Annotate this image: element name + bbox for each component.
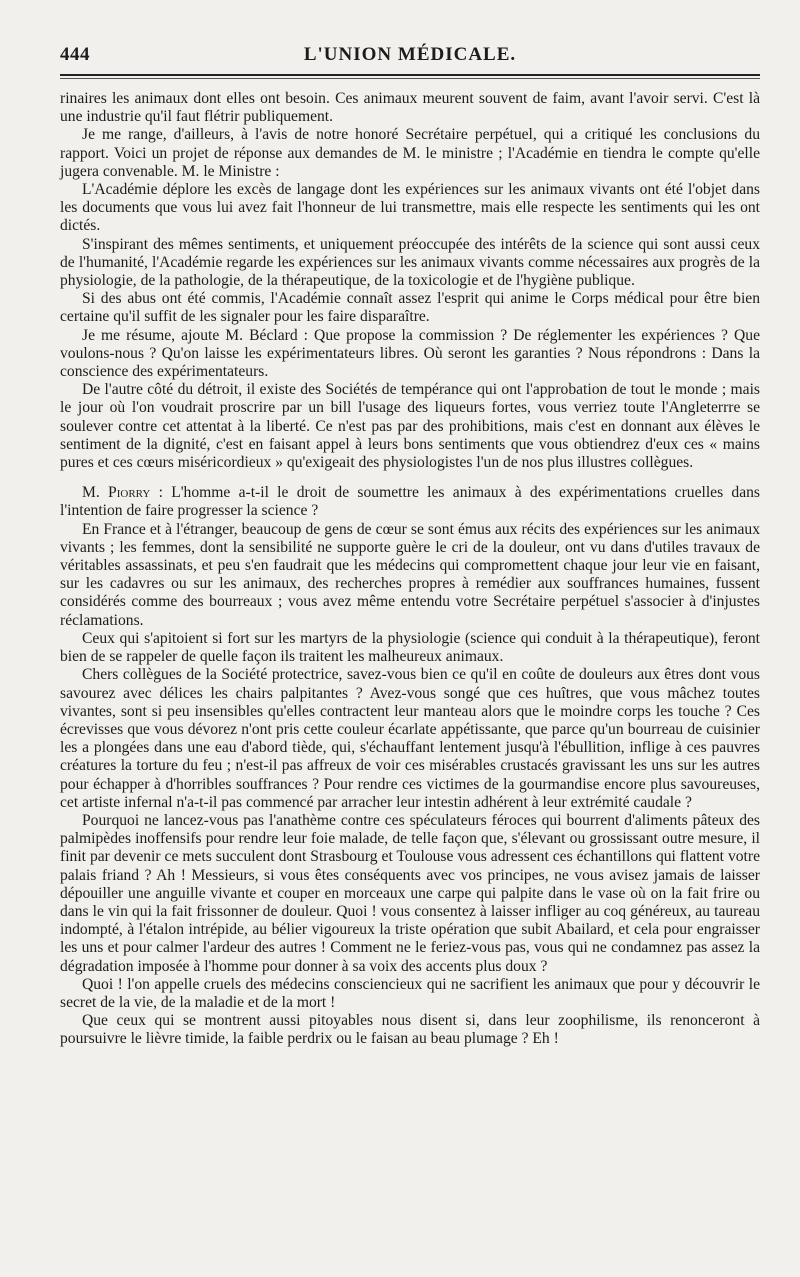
paragraph-text: L'homme a-t-il le droit de soumettre les animaux à des expérimentations cruelles dans l'intention de faire progresser la science ? — [60, 484, 761, 520]
speaker-name: M. Piorry : — [82, 484, 163, 502]
paragraph: S'inspirant des mêmes sentiments, et uniquement préoccupée des intérêts de la science qui sont aussi ceux de l'humanité, l'Académie regarde les expériences sur les animaux vivants comme nécessaires aux progrès de la physiologie, de la pathologie, de la thérapeutique, de la toxicologie et de l'hygiène publique. — [60, 235, 760, 290]
paragraph: De l'autre côté du détroit, il existe des Sociétés de tempérance qui ont l'approbation de tout le monde ; mais le jour où l'on voudrait proscrire par un bill l'usage des liqueurs fortes, vous verriez toute l'Angleterrre se soulever contre cet attentat à la liberté. Ce n'est pas par des prohibitions, mais c'est en donnant aux élèves le sentiment de la dignité, c'est en faisant appel à leurs bons sentiments que vous obtiendrez d'eux ces « mains pures et ces cœurs miséricordieux » qu'exigeait des physiologistes l'un de nos plus illustres collègues. — [60, 381, 760, 472]
page-number: 444 — [60, 44, 90, 65]
page-header — [60, 0, 760, 65]
paragraph: Je me range, d'ailleurs, à l'avis de notre honoré Secrétaire perpétuel, qui a critiqué les conclusions du rapport. Voici un projet de réponse aux demandes de M. le ministre ; l'Académie en tiendra le compte qu'elle jugera convenable. M. le Ministre : — [60, 126, 760, 180]
paragraph: Chers collègues de la Société protectrice, savez-vous bien ce qu'il en coûte de douleurs aux êtres dont vous savourez avec délices les chairs palpitantes ? Avez-vous songé que ces huîtres, que vous mâchez toutes vivantes, sont si peu insensibles qu'elles contractent leur manteau alors que le moindre corps les touche ? Ces écrevisses que vous dévorez n'ont pris cette couleur écarlate appétissante, que parce qu'un bourreau de cuisinier les a plongées dans une eau d'abord tiède, qui, s'échauffant lentement jusqu'à l'ébullition, inflige à ces pauvres créatures la torture du feu ; n'est-il pas affreux de voir ces misérables crustacés gravissant les uns sur les autres pour échapper à d'horribles souffrances ? Pour rendre ces victimes de la gourmandise encore plus savoureuses, cet artiste infernal n'a-t-il pas commencé par arracher leur intestin adhérent à leur extrémité caudale ? — [60, 666, 760, 811]
header-rule — [60, 74, 760, 76]
paragraph: Si des abus ont été commis, l'Académie connaît assez l'esprit qui anime le Corps médical pour être bien certaine qu'il suffit de les signaler pour les faire disparaître. — [60, 290, 760, 326]
paragraph: L'Académie déplore les excès de langage dont les expériences sur les animaux vivants ont été l'objet dans les documents que vous lui avez fait l'honneur de lui transmettre, mais elle respecte les sentiments qui les ont dictés. — [60, 181, 760, 235]
paragraph: Ceux qui s'apitoient si fort sur les martyrs de la physiologie (science qui conduit à la thérapeutique), feront bien de se rappeler de quelle façon ils traitent les malheureux animaux. — [60, 629, 760, 666]
speaker-paragraph — [60, 484, 760, 520]
article-body — [60, 90, 760, 1049]
paragraph: Pourquoi ne lancez-vous pas l'anathème contre ces spéculateurs féroces qui bourrent d'aliments pâteux des palmipèdes inoffensifs pour rendre leur foie malade, de telle façon que, s'élevant ou grossissant outre mesure, il finit par devenir ce mets succulent dont Strasbourg et Toulouse vous adressent ces échantillons qui flattent votre palais friand ? Ah ! Messieurs, si vous êtes conséquents avec vos principes, ne vous avisez jamais de laisser dépouiller une anguille vivante et couper en morceaux une carpe qui palpite dans le vase où on la fait frire ou dans le vin qui la fait frissonner de douleur. Quoi ! vous consentez à laisser infliger au coq généreux, au taureau indompté, à l'étalon intrépide, au bélier vigoureux la triste opération que subit Abailard, et cela pour engraisser les uns et pour calmer l'ardeur des autres ! Comment ne le feriez-vous pas, vous qui ne condamnez pas assez la dégradation imposée à l'homme pour donner à sa voix des accents plus doux ? — [60, 811, 760, 975]
paragraph: Je me résume, ajoute M. Béclard : Que propose la commission ? De réglementer les expériences ? Que voulons-nous ? Qu'on laisse les expérimentateurs libres. Où seront les garanties ? Nous répondrons : Dans la conscience des expérimentateurs. — [60, 326, 760, 381]
paragraph: En France et à l'étranger, beaucoup de gens de cœur se sont émus aux récits des expériences sur les animaux vivants ; les femmes, dont la sensibilité ne supporte guère le cri de la douleur, ont vu dans d'utiles travaux de véritables assassinats, et peu s'en faudrait que les médecins qui compromettent chaque jour leur vie en faisant, sur les cadavres ou sur les animaux, des recherches propres à remédier aux souffrances humaines, fussent considérés comme des bourreaux ; vous avez même entendu votre Secrétaire perpétuel s'associer à d'injustes réclamations. — [60, 520, 760, 629]
paragraph: Que ceux qui se montrent aussi pitoyables nous disent si, dans leur zoophilisme, ils renonceront à poursuivre le lièvre timide, la faible perdrix ou le faisan au beau plumage ? Eh ! — [60, 1012, 760, 1048]
header-rule-thin — [60, 78, 760, 79]
paragraph: Quoi ! l'on appelle cruels des médecins consciencieux qui ne sacrifient les animaux que pour y découvrir le secret de la vie, de la maladie et de la mort ! — [60, 975, 760, 1011]
running-title: L'UNION MÉDICALE. — [303, 44, 517, 65]
paragraph: rinaires les animaux dont elles ont besoin. Ces animaux meurent souvent de faim, avant l'avoir servi. C'est là une industrie qu'il faut flétrir publiquement. — [60, 90, 760, 126]
